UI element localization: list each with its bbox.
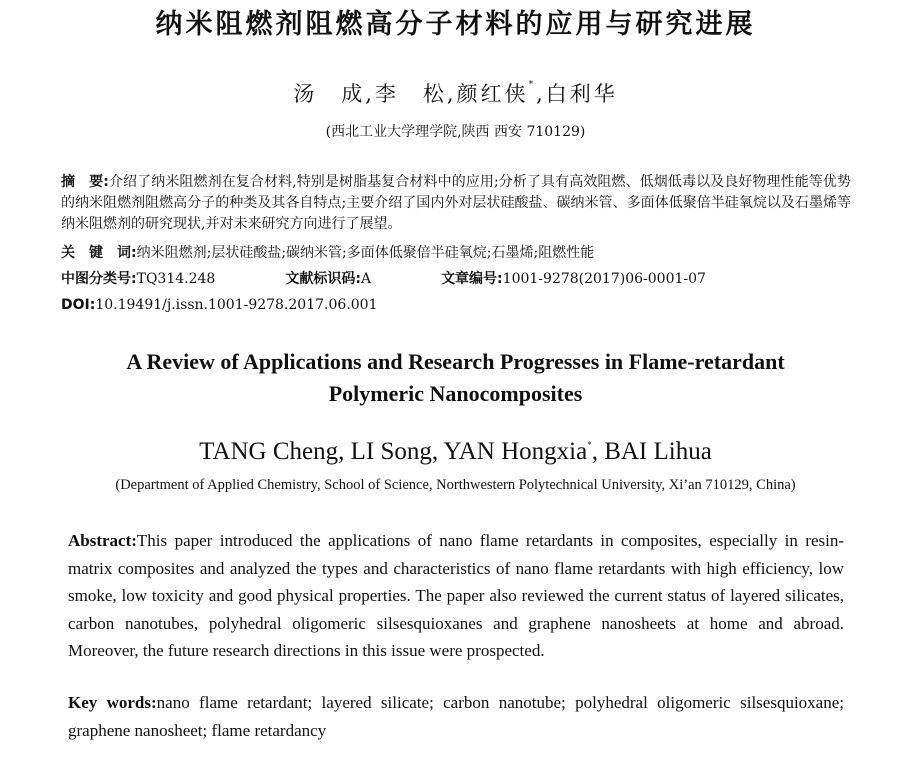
chinese-affiliation: (西北工业大学理学院,陕西 西安 710129)	[325, 124, 586, 140]
chinese-authors	[0, 78, 911, 108]
doi-line	[61, 295, 861, 316]
english-keywords-label: Key words:	[68, 693, 157, 712]
english-title-line-1: A Review of Applications and Research Progresses in Flame-retardant	[126, 349, 785, 374]
english-author-names-tail: , BAI Lihua	[591, 438, 712, 465]
english-authors	[0, 438, 911, 466]
doc-code-value: A	[360, 271, 372, 287]
doc-code-label: 文献标识码:	[285, 271, 361, 287]
clc-label: 中图分类号:	[61, 271, 137, 287]
chinese-keywords-label: 关 键 词:	[61, 245, 137, 261]
english-author-names: TANG Cheng, LI Song, YAN Hongxia	[199, 438, 588, 465]
english-abstract-text: This paper introduced the applications of nano flame retardants in composites, especially in resin-matrix composites and analyzed the types and characteristics of nano flame retardants with high efficiency, low smoke, low toxicity and good physical properties. The paper also reviewed the current status of layered silicates, carbon nanotubes, polyhedral oligomeric silsesquioxanes and graphene nanosheets at home and abroad. Moreover, the future research directions in this issue were prospected.	[68, 531, 844, 660]
doi-label: DOI:	[61, 297, 96, 313]
corresponding-author-mark: *	[528, 80, 537, 90]
chinese-abstract-text: 介绍了纳米阻燃剂在复合材料,特别是树脂基复合材料中的应用;分析了具有高效阻燃、低烟低毒以及良好物理性能等优势的纳米阻燃剂阻燃高分子的种类及其各自特点;主要介绍了国内外对层状硅酸盐、碳纳米管、多面体低聚倍半硅氧烷以及石墨烯等纳米阻燃剂的研究现状,并对未来研究方向进行了展望。	[61, 174, 851, 232]
english-title	[40, 346, 871, 410]
chinese-author-names-tail: ,白利华	[536, 82, 618, 106]
classification-line	[61, 269, 861, 290]
english-affiliation: (Department of Applied Chemistry, School of Science, Northwestern Polytechnical University, Xi’an 710129, China)	[115, 477, 796, 493]
chinese-abstract-label: 摘 要:	[61, 174, 109, 190]
chinese-title: 纳米阻燃剂阻燃高分子材料的应用与研究进展	[155, 9, 756, 40]
clc-value: TQ314.248	[136, 271, 216, 287]
english-abstract	[68, 527, 844, 665]
doi-value: 10.19491/j.issn.1001-9278.2017.06.001	[95, 297, 378, 313]
chinese-author-names: 汤 成,李 松,颜红侠	[293, 82, 529, 106]
chinese-keywords	[61, 243, 861, 264]
english-keywords	[68, 689, 844, 744]
english-title-line-2: Polymeric Nanocomposites	[328, 381, 583, 406]
english-keywords-text: nano flame retardant; layered silicate; carbon nanotube; polyhedral oligomeric silsesquioxane; graphene nanosheet; flame retardancy	[68, 693, 844, 740]
english-abstract-label: Abstract:	[68, 531, 137, 550]
article-number-value: 1001-9278(2017)06-0001-07	[502, 271, 706, 287]
english-corresponding-author-mark: *	[587, 440, 592, 450]
article-number-label: 文章编号:	[441, 271, 503, 287]
chinese-keywords-text: 纳米阻燃剂;层状硅酸盐;碳纳米管;多面体低聚倍半硅氧烷;石墨烯;阻燃性能	[136, 245, 595, 261]
chinese-abstract	[61, 172, 851, 235]
